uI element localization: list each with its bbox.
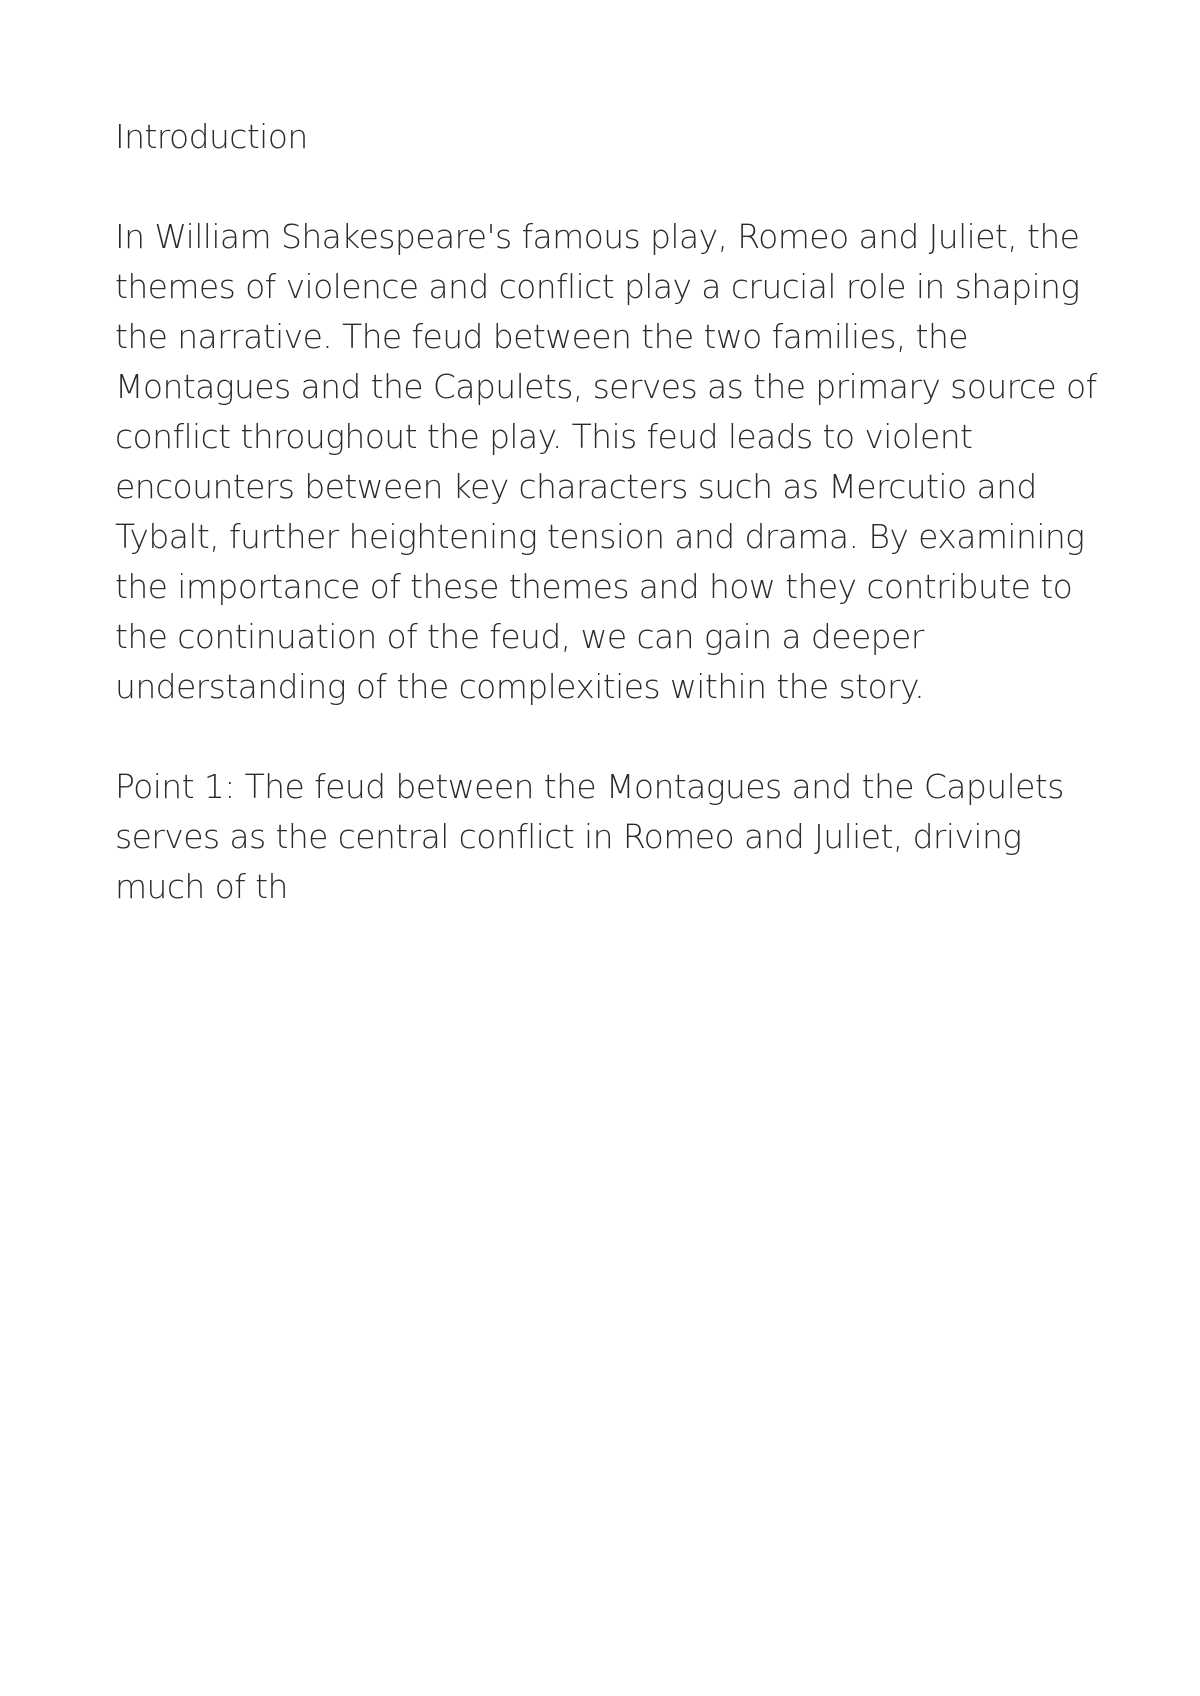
document-body xyxy=(115,112,1105,962)
section-heading: Introduction xyxy=(115,117,308,156)
point-1-paragraph: Point 1: The feud between the Montagues and the Capulets serves as the central conflict in Romeo and Juliet, driving much of th xyxy=(115,767,1064,906)
intro-paragraph: In William Shakespeare's famous play, Romeo and Juliet, the themes of violence and conflict play a crucial role in shaping the narrative. The feud between the two families, the Montagues and the Capulets, serves as the primary source of conflict throughout the play. This feud leads to violent encounters between key characters such as Mercutio and Tybalt, further heightening tension and drama. By examining the importance of these themes and how they contribute to the continuation of the feud, we can gain a deeper understanding of the complexities within the story. xyxy=(115,217,1097,706)
